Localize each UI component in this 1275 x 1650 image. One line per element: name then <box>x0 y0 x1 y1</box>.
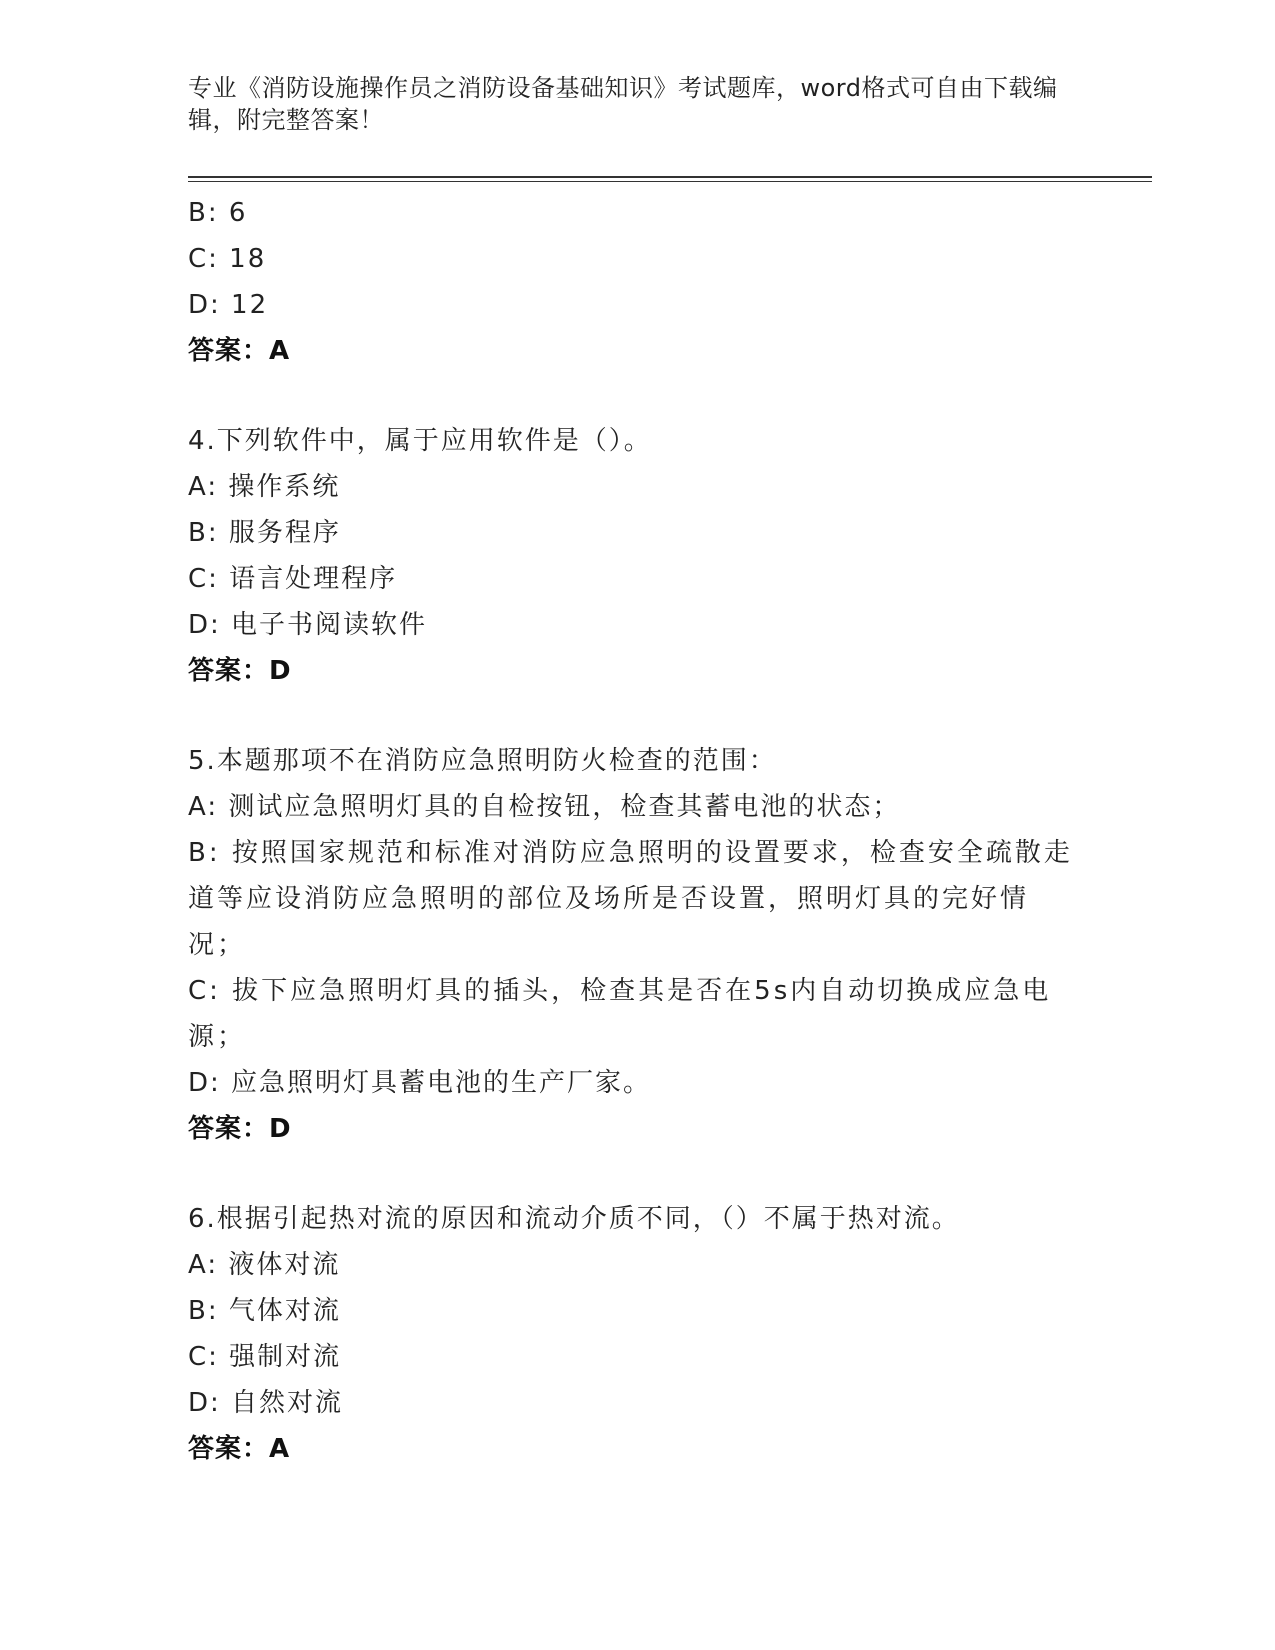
answer: 答案：A <box>188 1434 291 1464</box>
question-text: 6.根据引起热对流的原因和流动介质不同，（）不属于热对流。 <box>188 1204 960 1234</box>
question-3-block <box>188 190 1088 374</box>
document-header: 专业《消防设施操作员之消防设备基础知识》考试题库，word格式可自由下载编辑，附完整答案！ <box>188 74 1058 134</box>
option-d: D: 12 <box>188 290 269 320</box>
question-text: 5.本题那项不在消防应急照明防火检查的范围： <box>188 746 777 776</box>
header-rule-thick <box>188 176 1152 178</box>
question-4-block <box>188 418 1088 694</box>
option-d: D: 应急照明灯具蓄电池的生产厂家。 <box>188 1068 652 1098</box>
option-c: C: 强制对流 <box>188 1342 342 1372</box>
spacer <box>188 374 1088 418</box>
option-b: B: 按照国家规范和标准对消防应急照明的设置要求，检查安全疏散走道等应设消防应急照明的部位及场所是否设置，照明灯具的完好情况； <box>188 838 1073 960</box>
option-d: D: 自然对流 <box>188 1388 344 1418</box>
question-list <box>188 190 1088 1472</box>
option-c: C: 18 <box>188 244 267 274</box>
question-6-block <box>188 1196 1088 1472</box>
answer: 答案：A <box>188 336 291 366</box>
option-b: B: 服务程序 <box>188 518 341 548</box>
option-c: C: 语言处理程序 <box>188 564 398 594</box>
answer: 答案：D <box>188 656 292 686</box>
option-a: A: 操作系统 <box>188 472 341 502</box>
question-text: 4.下列软件中，属于应用软件是（）。 <box>188 426 652 456</box>
option-a: A: 测试应急照明灯具的自检按钮，检查其蓄电池的状态； <box>188 792 901 822</box>
option-b: B: 气体对流 <box>188 1296 341 1326</box>
answer: 答案：D <box>188 1114 292 1144</box>
spacer <box>188 694 1088 738</box>
header-rule-thin <box>188 181 1152 182</box>
option-a: A: 液体对流 <box>188 1250 341 1280</box>
option-d: D: 电子书阅读软件 <box>188 610 428 640</box>
question-5-block <box>188 738 1088 1152</box>
spacer <box>188 1152 1088 1196</box>
option-c: C: 拔下应急照明灯具的插头，检查其是否在5s内自动切换成应急电源； <box>188 976 1052 1052</box>
option-b: B: 6 <box>188 198 248 228</box>
